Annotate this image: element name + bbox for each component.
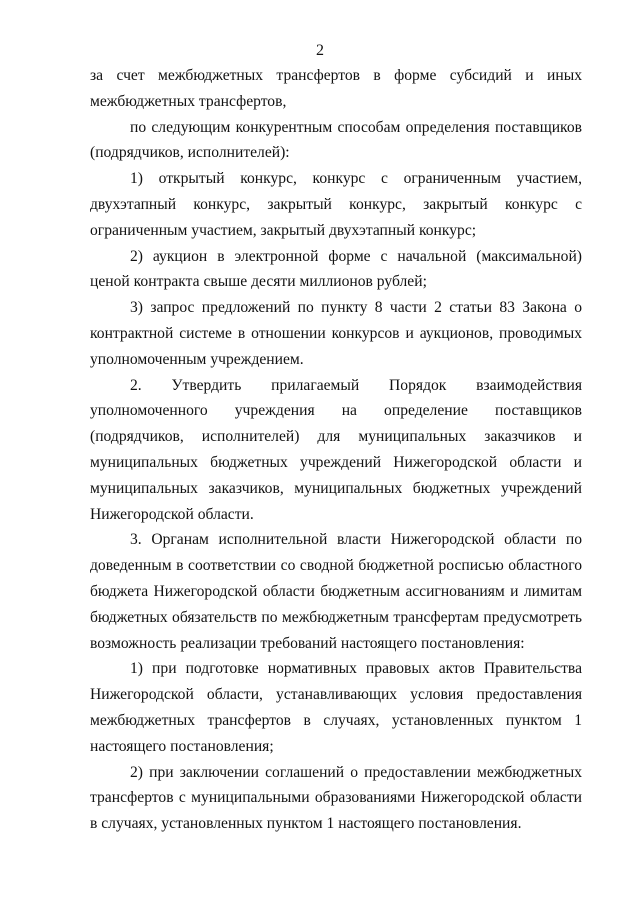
list-item-open-tender: 1) открытый конкурс, конкурс с ограниченным участием, двухэтапный конкурс, закрытый конкурс, закрытый конкурс с ограниченным участием, закрытый двухэтапный конкурс; [90,170,582,239]
paragraph-approve-procedure: 2. Утвердить прилагаемый Порядок взаимодействия уполномоченного учреждения на определение поставщиков (подрядчиков, исполнителей) для муниципальных заказчиков и муниципальных бюджетных учреждений Нижегородской области и муниципальных заказчиков, муниципальных бюджетных учреждений Нижегородской области. [90,376,582,523]
document-body [90,63,582,837]
list-item-agreements: 2) при заключении соглашений о предоставлении межбюджетных трансфертов с муниципальными образованиями Нижегородской области в случаях, установленных пунктом 1 настоящего постановления. [90,763,582,833]
paragraph-executive-authorities: 3. Органам исполнительной власти Нижегородской области по доведенным в соответствии со сводной бюджетной росписью областного бюджета Нижегородской области бюджетным ассигнованиям и лимитам бюджетных обязательств по межбюджетным трансфертам предусмотреть возможность реализации требований настоящего постановления: [90,531,582,652]
list-item-request-for-proposals: 3) запрос предложений по пункту 8 части 2 статьи 83 Закона о контрактной системе в отношении конкурсов и аукционов, проводимых уполномоченным учреждением. [90,299,582,368]
page-number: 2 [316,42,324,59]
paragraph-procurement-methods: по следующим конкурентным способам определения поставщиков (подрядчиков, исполнителей): [90,118,582,162]
paragraph-funding-source: за счет межбюджетных трансфертов в форме субсидий и иных межбюджетных трансфертов, [90,67,582,110]
list-item-regulatory-acts: 1) при подготовке нормативных правовых актов Правительства Нижегородской области, устанавливающих условия предоставления межбюджетных трансфертов в случаях, установленных пунктом 1 настоящего постановления; [90,660,582,755]
list-item-electronic-auction: 2) аукцион в электронной форме с начальной (максимальной) ценой контракта свыше десяти миллионов рублей; [90,247,582,291]
